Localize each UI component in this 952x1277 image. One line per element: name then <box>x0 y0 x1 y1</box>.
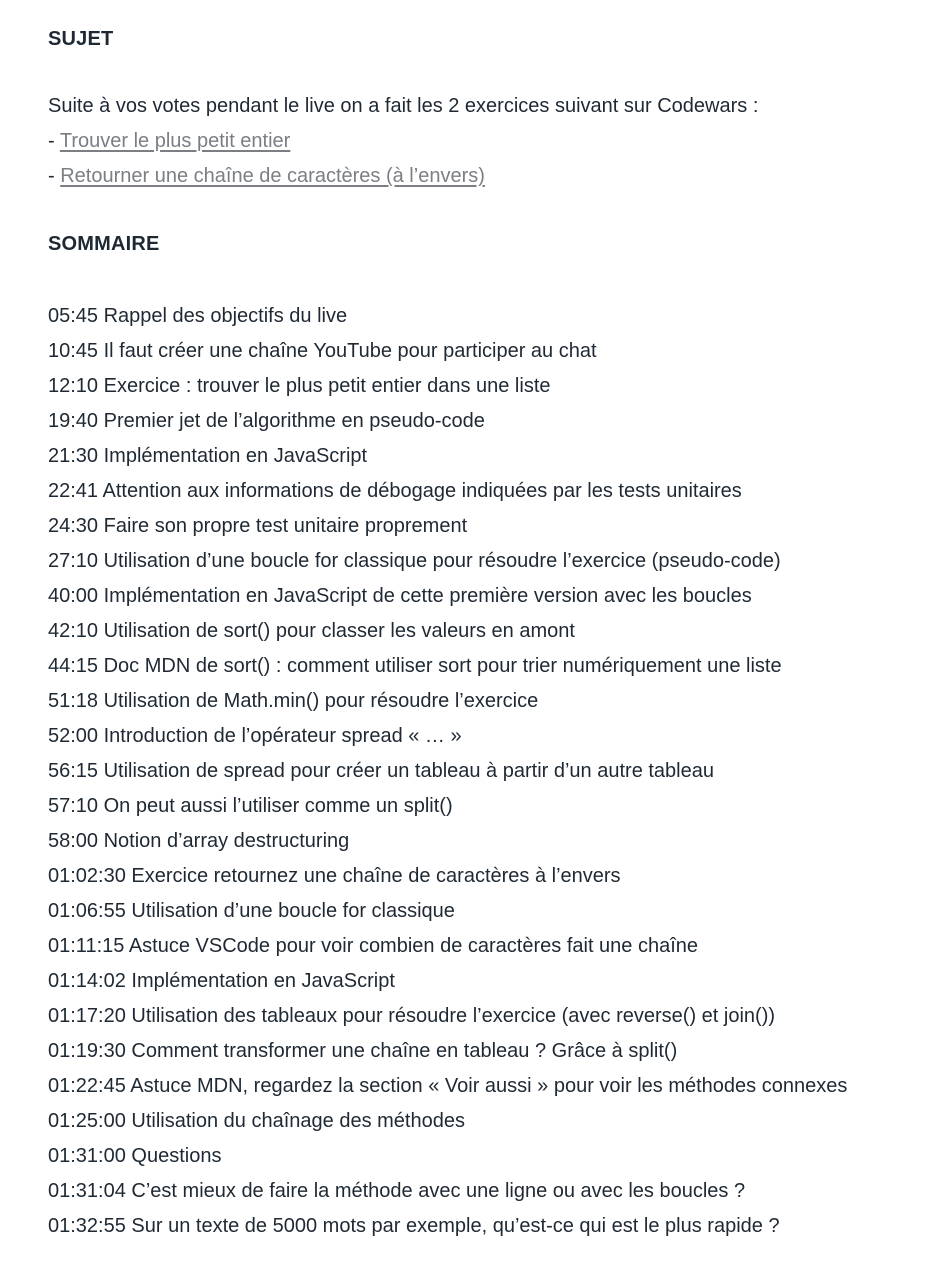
summary-item: 56:15 Utilisation de spread pour créer un tableau à partir d’un autre tableau <box>48 760 714 782</box>
summary-item: 01:02:30 Exercice retournez une chaîne de caractères à l’envers <box>48 865 621 887</box>
summary-item: 19:40 Premier jet de l’algorithme en pseudo-code <box>48 410 485 432</box>
summary-item: 10:45 Il faut créer une chaîne YouTube pour participer au chat <box>48 340 597 362</box>
summary-item: 24:30 Faire son propre test unitaire proprement <box>48 515 468 537</box>
summary-item: 27:10 Utilisation d’une boucle for classique pour résoudre l’exercice (pseudo-code) <box>48 550 781 572</box>
summary-item: 01:06:55 Utilisation d’une boucle for classique <box>48 900 455 922</box>
exercise-link-row <box>48 159 952 194</box>
summary-item: 01:17:20 Utilisation des tableaux pour résoudre l’exercice (avec reverse() et join()) <box>48 1005 776 1027</box>
exercise-link-reverse-string[interactable]: Retourner une chaîne de caractères (à l’envers) <box>60 165 485 187</box>
summary-item: 52:00 Introduction de l’opérateur spread « … » <box>48 725 462 747</box>
summary-list <box>48 299 952 1244</box>
summary-item: 01:22:45 Astuce MDN, regardez la section « Voir aussi » pour voir les méthodes connexes <box>48 1075 848 1097</box>
summary-item: 01:32:55 Sur un texte de 5000 mots par exemple, qu’est-ce qui est le plus rapide ? <box>48 1215 780 1237</box>
summary-item: 57:10 On peut aussi l’utiliser comme un split() <box>48 795 453 817</box>
summary-item: 01:11:15 Astuce VSCode pour voir combien de caractères fait une chaîne <box>48 935 699 957</box>
summary-item: 01:19:30 Comment transformer une chaîne en tableau ? Grâce à split() <box>48 1040 678 1062</box>
summary-item: 40:00 Implémentation en JavaScript de cette première version avec les boucles <box>48 585 752 607</box>
summary-item: 42:10 Utilisation de sort() pour classer les valeurs en amont <box>48 620 575 642</box>
summary-item: 01:31:00 Questions <box>48 1145 222 1167</box>
summary-item: 01:31:04 C’est mieux de faire la méthode avec une ligne ou avec les boucles ? <box>48 1180 746 1202</box>
summary-item: 22:41 Attention aux informations de débogage indiquées par les tests unitaires <box>48 480 742 502</box>
list-dash: - <box>48 165 61 187</box>
summary-item: 44:15 Doc MDN de sort() : comment utiliser sort pour trier numériquement une liste <box>48 655 782 677</box>
summary-item: 01:25:00 Utilisation du chaînage des méthodes <box>48 1110 465 1132</box>
spacer <box>48 259 952 299</box>
list-dash: - <box>48 130 60 152</box>
summary-item: 01:14:02 Implémentation en JavaScript <box>48 970 395 992</box>
subject-heading: SUJET <box>48 28 114 50</box>
spacer <box>48 54 952 89</box>
exercise-link-smallest-integer[interactable]: Trouver le plus petit entier <box>59 130 291 152</box>
summary-item: 58:00 Notion d’array destructuring <box>48 830 350 852</box>
exercise-link-row <box>48 124 952 159</box>
spacer <box>48 194 952 229</box>
summary-item: 05:45 Rappel des objectifs du live <box>48 305 348 327</box>
summary-item: 21:30 Implémentation en JavaScript <box>48 445 368 467</box>
subject-intro: Suite à vos votes pendant le live on a fait les 2 exercices suivant sur Codewars : <box>48 95 759 117</box>
summary-item: 12:10 Exercice : trouver le plus petit entier dans une liste <box>48 375 551 397</box>
summary-heading: SOMMAIRE <box>48 233 160 255</box>
summary-item: 51:18 Utilisation de Math.min() pour résoudre l’exercice <box>48 690 539 712</box>
